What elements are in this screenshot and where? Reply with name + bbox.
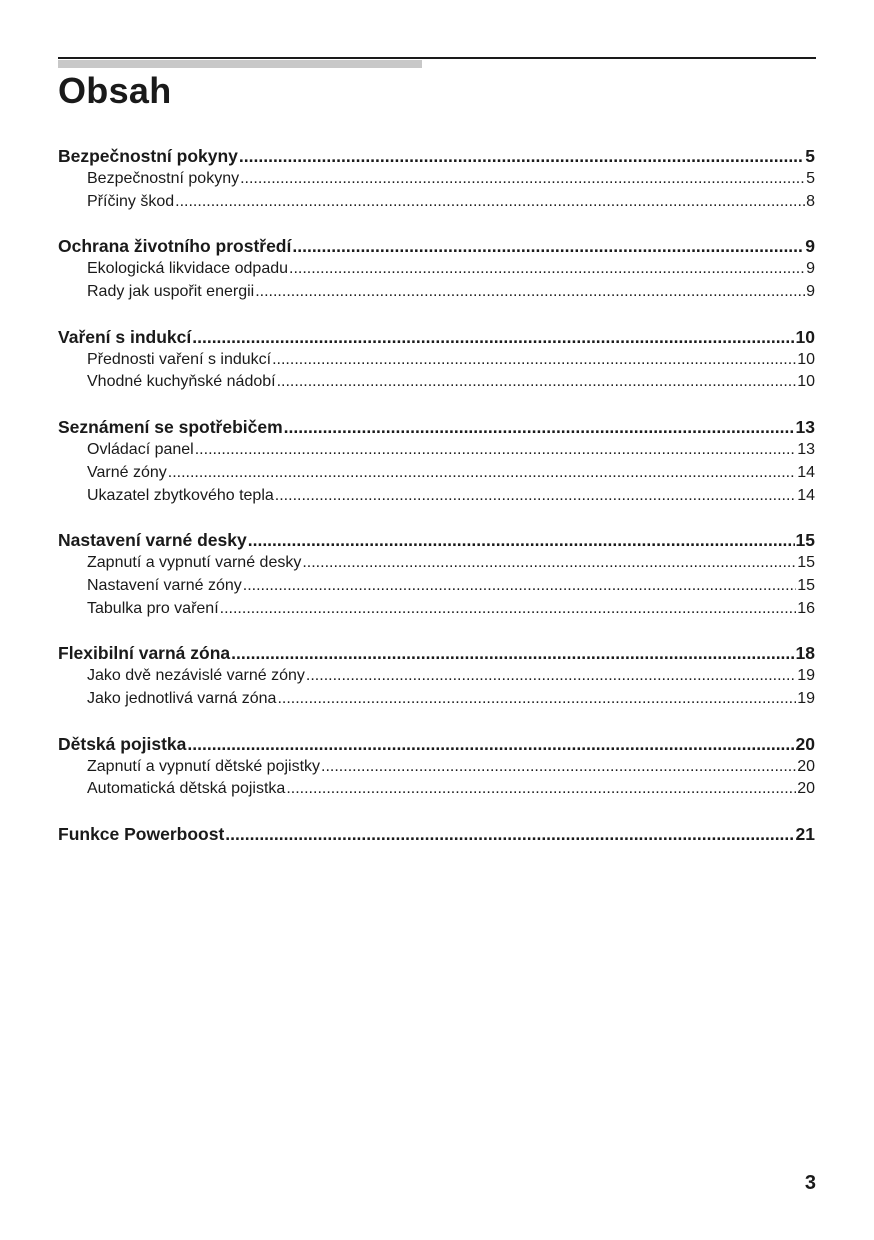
toc-subentry-label: Ekologická likvidace odpadu (87, 260, 289, 278)
dot-leader (195, 439, 796, 462)
toc-page-number: 19 (797, 689, 815, 707)
dot-leader (292, 234, 804, 258)
toc-heading-label: Funkce Powerboost (58, 824, 225, 844)
toc-page-number: 13 (795, 417, 815, 438)
toc-page-number: 20 (797, 780, 815, 798)
toc-section (58, 325, 815, 394)
toc-subentry[interactable] (58, 778, 815, 801)
toc-section (58, 144, 815, 213)
toc-subentry[interactable] (58, 552, 815, 575)
toc-heading[interactable] (58, 144, 815, 168)
toc-page-number: 13 (797, 441, 815, 459)
toc-heading-label: Dětská pojistka (58, 733, 187, 754)
toc-page-number: 5 (806, 170, 815, 187)
toc-section (58, 234, 815, 303)
dot-leader (187, 732, 794, 756)
dot-leader (220, 598, 797, 621)
dot-leader (277, 371, 797, 394)
toc-page-number: 21 (795, 824, 815, 844)
toc-section (58, 732, 815, 801)
toc-subentry-label: Jako jednotlivá varná zóna (87, 689, 277, 707)
toc-heading[interactable] (58, 528, 815, 552)
dot-leader (243, 575, 796, 598)
toc-subentry[interactable] (58, 756, 815, 779)
dot-leader (286, 778, 796, 801)
toc-page-number: 9 (806, 260, 815, 278)
toc-subentry[interactable] (58, 281, 815, 304)
dot-leader (239, 144, 804, 168)
toc-subentry-label: Vhodné kuchyňské nádobí (87, 373, 276, 391)
toc-subentry-label: Příčiny škod (87, 192, 175, 210)
toc-page-number: 15 (797, 554, 815, 572)
dot-leader (255, 281, 805, 304)
dot-leader (284, 415, 795, 439)
dot-leader (272, 349, 796, 372)
footer-page-number: 3 (804, 1172, 816, 1194)
toc-subentry-label: Bezpečnostní pokyny (87, 170, 240, 187)
toc-heading-label: Flexibilní varná zóna (58, 643, 231, 664)
toc-section (58, 528, 815, 620)
header-rule (58, 57, 816, 59)
toc-heading[interactable] (58, 234, 815, 258)
toc-subentry-label: Varné zóny (87, 463, 167, 481)
toc-subentry[interactable] (58, 371, 815, 394)
toc-page-number: 9 (806, 283, 815, 301)
dot-leader (277, 688, 796, 711)
toc-page-number: 15 (795, 530, 815, 551)
toc-subentry[interactable] (58, 349, 815, 372)
toc-heading[interactable] (58, 325, 815, 349)
toc-subentry-label: Automatická dětská pojistka (87, 780, 286, 798)
toc-subentry[interactable] (58, 168, 815, 191)
toc-subentry[interactable] (58, 688, 815, 711)
toc-subentry-label: Přednosti vaření s indukcí (87, 350, 272, 368)
toc-subentry-label: Jako dvě nezávislé varné zóny (87, 667, 305, 685)
header-accent-bar (58, 60, 422, 68)
toc-page-number: 19 (797, 667, 815, 685)
toc-subentry-label: Ovládací panel (87, 441, 194, 459)
toc-page-number: 20 (795, 733, 815, 754)
toc-page-number: 9 (805, 236, 815, 257)
dot-leader (302, 552, 796, 575)
toc-subentry[interactable] (58, 462, 815, 485)
dot-leader (275, 485, 796, 508)
toc-page-number: 16 (797, 599, 815, 617)
toc-subentry[interactable] (58, 598, 815, 621)
toc-heading-label: Vaření s indukcí (58, 326, 192, 347)
page-title: Obsah (58, 70, 172, 111)
toc-subentry[interactable] (58, 258, 815, 281)
toc-page-number: 14 (797, 463, 815, 481)
toc-subentry[interactable] (58, 439, 815, 462)
toc-subentry[interactable] (58, 485, 815, 508)
toc-heading[interactable] (58, 415, 815, 439)
dot-leader (321, 756, 796, 779)
table-of-contents (58, 144, 815, 867)
toc-page-number: 8 (806, 192, 815, 210)
toc-heading[interactable] (58, 641, 815, 665)
toc-heading-label: Ochrana životního prostředí (58, 236, 292, 257)
toc-page-number: 18 (795, 643, 815, 664)
dot-leader (225, 822, 794, 846)
dot-leader (192, 325, 794, 349)
toc-page-number: 10 (797, 350, 815, 368)
toc-page-number: 14 (797, 486, 815, 504)
dot-leader (240, 168, 805, 191)
toc-page-number: 10 (797, 373, 815, 391)
dot-leader (231, 641, 794, 665)
dot-leader (175, 191, 805, 214)
toc-subentry-label: Nastavení varné zóny (87, 576, 242, 594)
toc-subentry-label: Zapnutí a vypnutí varné desky (87, 554, 302, 572)
toc-subentry-label: Ukazatel zbytkového tepla (87, 486, 274, 504)
toc-heading-label: Nastavení varné desky (58, 530, 247, 551)
toc-section (58, 415, 815, 507)
toc-heading[interactable] (58, 822, 815, 846)
toc-subentry-label: Zapnutí a vypnutí dětské pojistky (87, 757, 321, 775)
toc-subentry-label: Rady jak uspořit energii (87, 283, 255, 301)
toc-subentry-label: Tabulka pro vaření (87, 599, 219, 617)
dot-leader (248, 528, 795, 552)
toc-subentry[interactable] (58, 191, 815, 214)
toc-page-number: 10 (795, 326, 815, 347)
toc-subentry[interactable] (58, 665, 815, 688)
toc-page-number: 15 (797, 576, 815, 594)
toc-page-number: 5 (805, 146, 815, 166)
dot-leader (306, 665, 796, 688)
toc-section (58, 822, 815, 846)
toc-heading[interactable] (58, 732, 815, 756)
dot-leader (168, 462, 796, 485)
toc-subentry[interactable] (58, 575, 815, 598)
toc-heading-label: Bezpečnostní pokyny (58, 146, 238, 166)
toc-page-number: 20 (797, 757, 815, 775)
toc-section (58, 641, 815, 710)
toc-heading-label: Seznámení se spotřebičem (58, 417, 283, 438)
dot-leader (289, 258, 805, 281)
